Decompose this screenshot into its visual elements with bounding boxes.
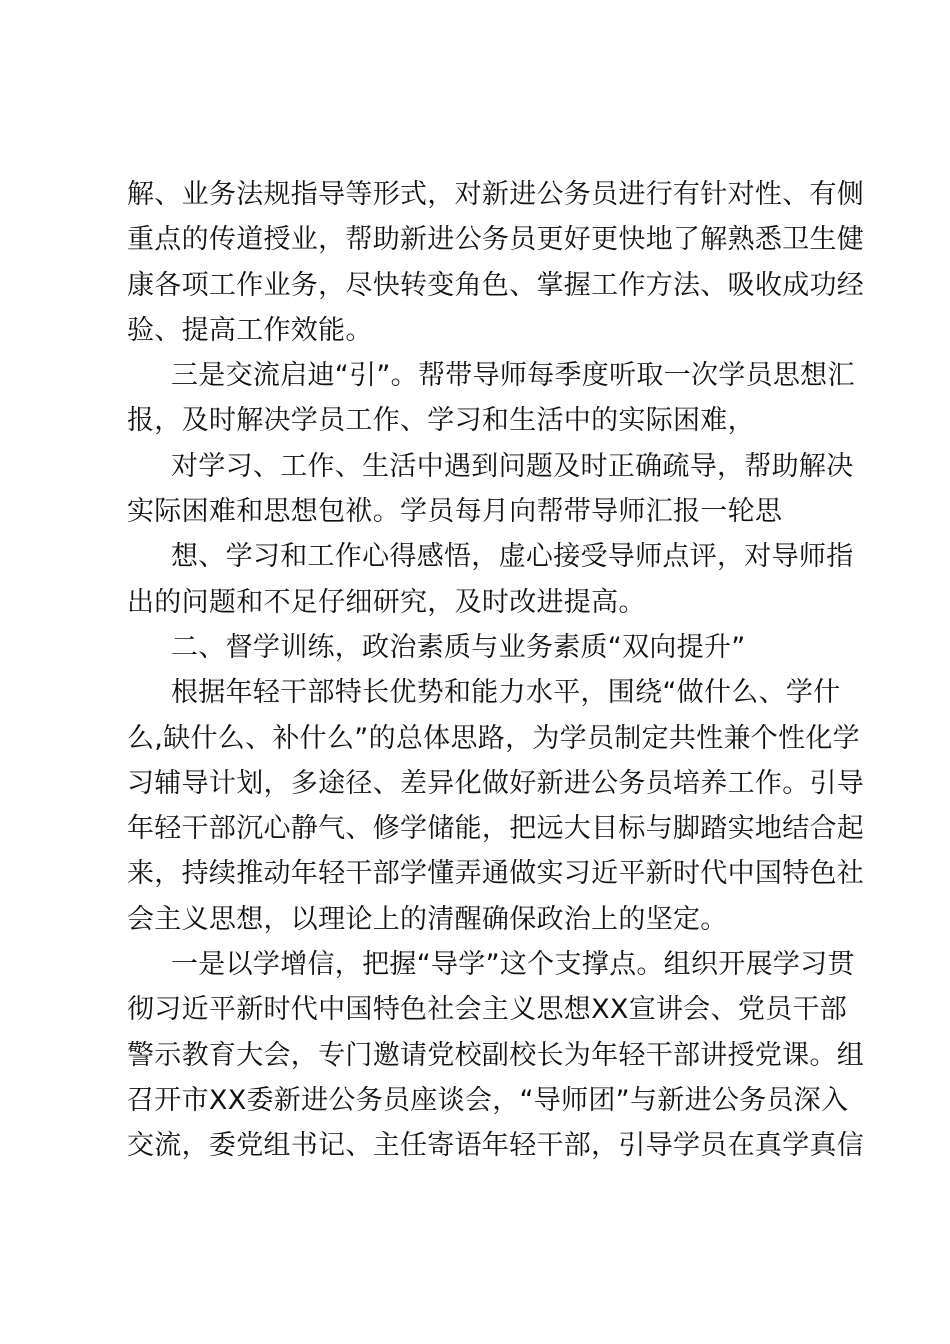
text-line: 出的问题和不足仔细研究，及时改进提高。 bbox=[127, 586, 646, 618]
text-line: 彻习近平新时代中国特色社会主义思想XX宣讲会、党员干部 bbox=[127, 994, 848, 1026]
text-line: 对学习、工作、生活中遇到问题及时正确疏导，帮助解决 bbox=[171, 450, 854, 482]
text-line: 重点的传道授业，帮助新进公务员更好更快地了解熟悉卫生健 bbox=[127, 224, 865, 256]
text-line: 三是交流启迪“引”。帮带导师每季度听取一次学员思想汇 bbox=[171, 360, 855, 392]
text-line: 一是以学增信，把握“导学”这个支撑点。组织开展学习贯 bbox=[171, 949, 855, 981]
text-line: 解、业务法规指导等形式，对新进公务员进行有针对性、有侧 bbox=[127, 179, 865, 210]
text-line: 根据年轻干部特长优势和能力水平，围绕“做什么、学什 bbox=[171, 677, 841, 709]
text-line: 康各项工作业务，尽快转变角色、掌握工作方法、吸收成功经 bbox=[127, 269, 865, 301]
text-line: 实际困难和思想包袱。学员每月向帮带导师汇报一轮思 bbox=[127, 496, 783, 528]
text-line: 会主义思想，以理论上的清醒确保政治上的坚定。 bbox=[127, 903, 728, 935]
text-line: 么,缺什么、补什么”的总体思路，为学员制定共性兼个性化学 bbox=[127, 722, 860, 754]
text-line: 想、学习和工作心得感悟，虚心接受导师点评，对导师指 bbox=[171, 541, 854, 573]
text-line: 习辅导计划，多途径、差异化做好新进公务员培养工作。引导 bbox=[127, 767, 865, 799]
text-line: 来，持续推动年轻干部学懂弄通做实习近平新时代中国特色社 bbox=[127, 858, 865, 890]
text-line: 年轻干部沉心静气、修学储能，把远大目标与脚踏实地结合起 bbox=[127, 813, 865, 845]
text-line: 验、提高工作效能。 bbox=[127, 314, 373, 346]
body-text bbox=[127, 172, 865, 1169]
text-line: 警示教育大会，专门邀请党校副校长为年轻干部讲授党课。组 bbox=[127, 1039, 865, 1071]
text-line: 报，及时解决学员工作、学习和生活中的实际困难， bbox=[127, 405, 755, 437]
text-line: 召开市XX委新进公务员座谈会，“导师团”与新进公务员深入 bbox=[127, 1084, 849, 1116]
section-heading: 二、督学训练，政治素质与业务素质“双向提升” bbox=[171, 631, 746, 663]
text-line: 交流，委党组书记、主任寄语年轻干部，引导学员在真学真信 bbox=[127, 1130, 865, 1162]
